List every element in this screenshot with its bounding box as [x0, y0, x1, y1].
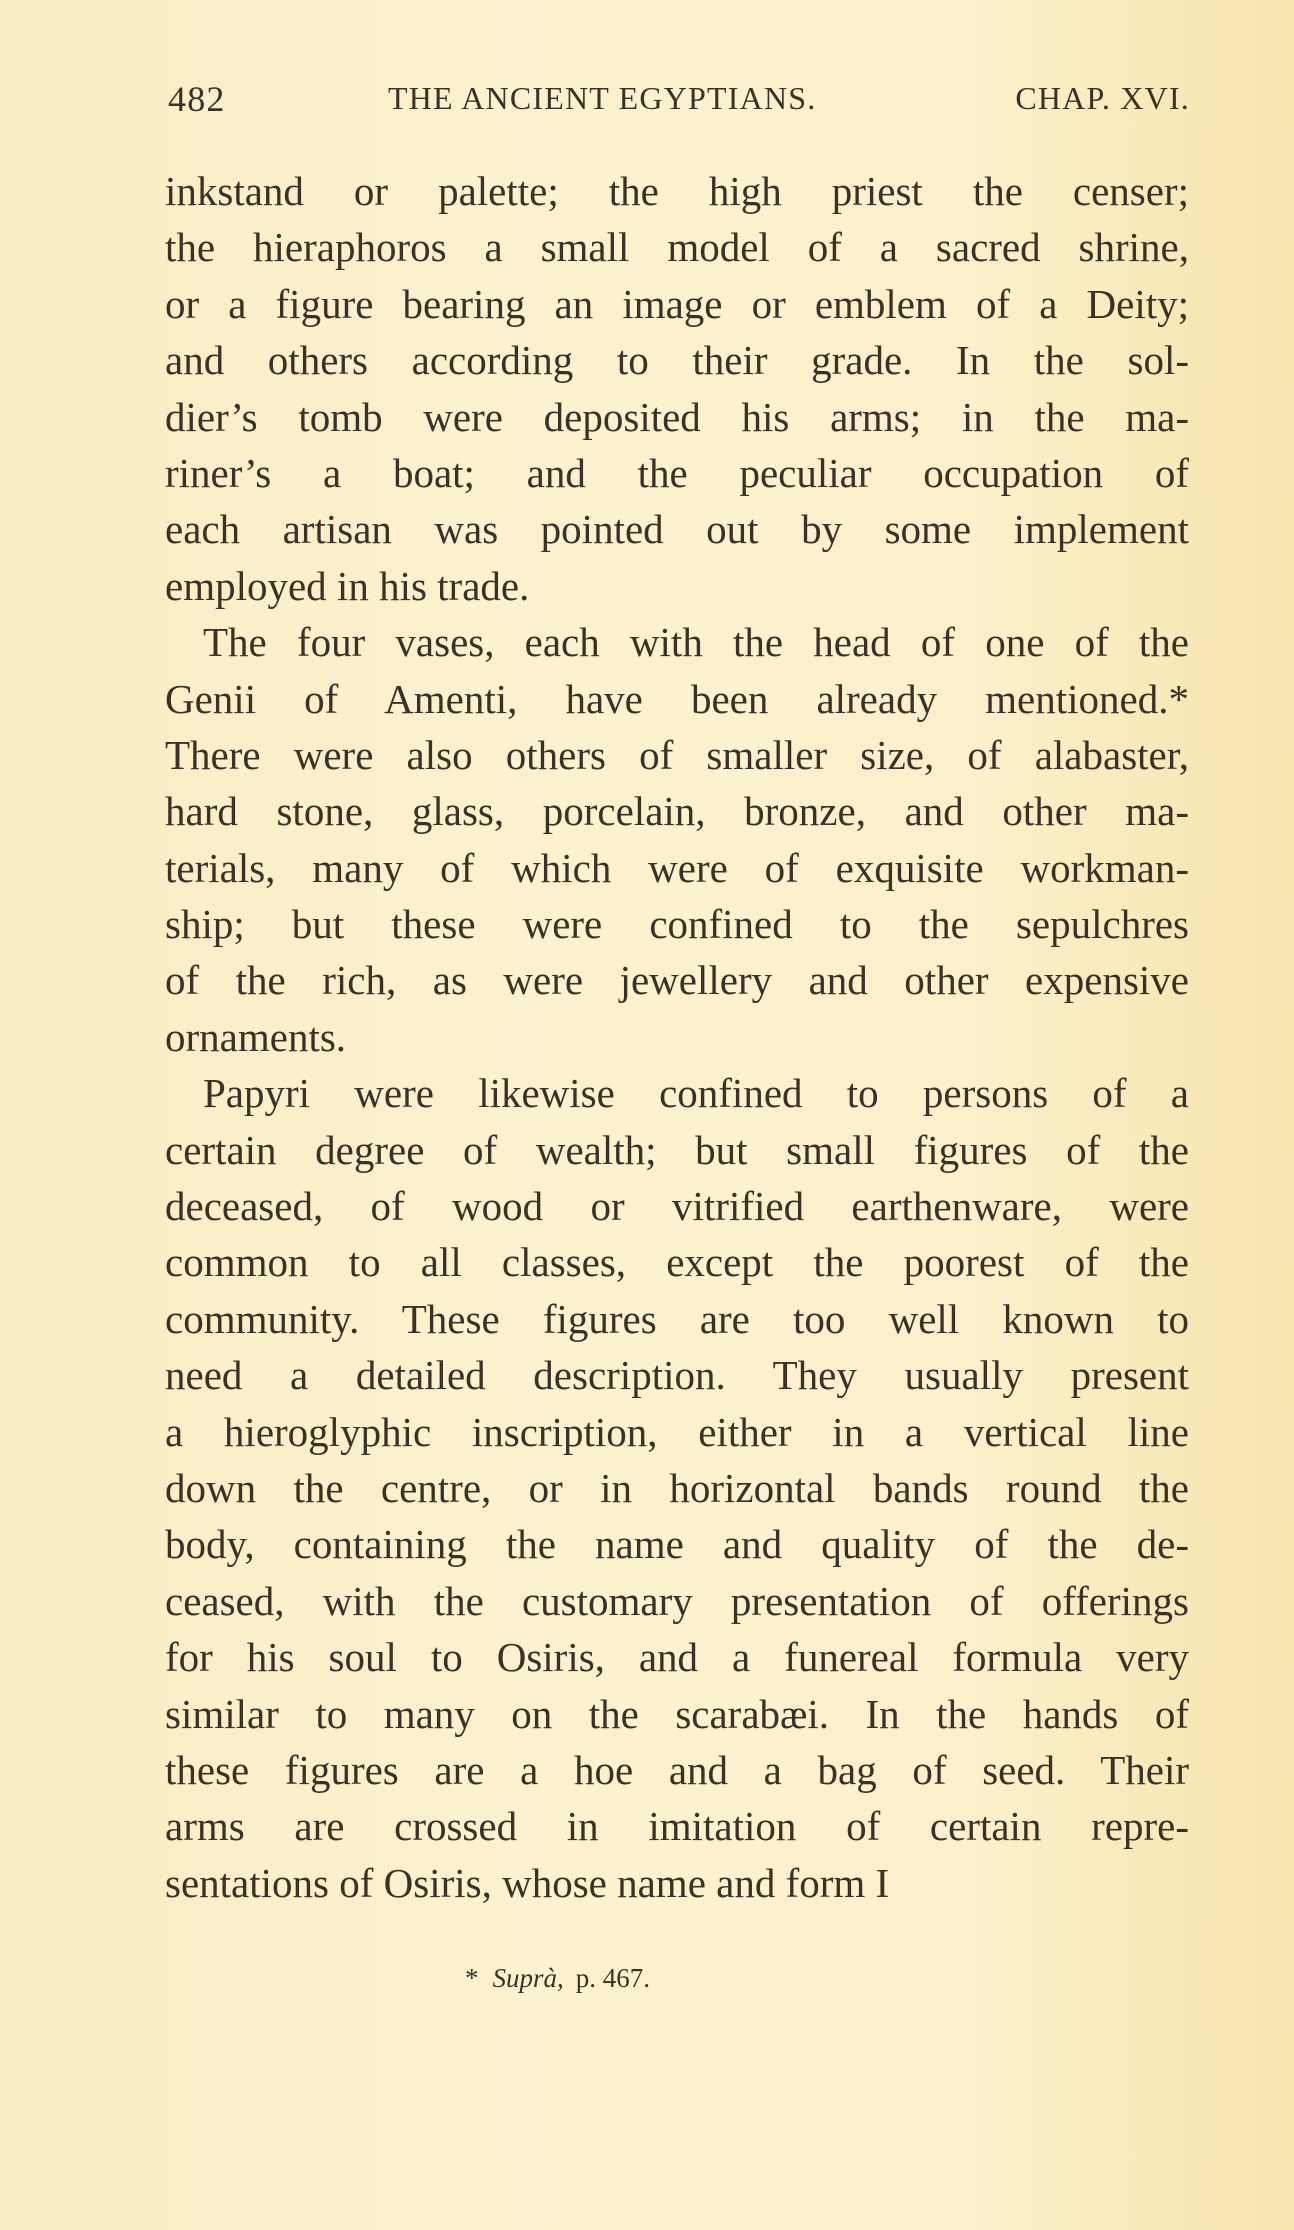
text-line: common to all classes, except the poorest of the: [165, 1239, 1189, 1286]
footnote: [465, 1963, 650, 1994]
text-line: and others according to their grade. In the sol-: [165, 337, 1189, 384]
text-line: each artisan was pointed out by some implement: [165, 506, 1189, 553]
text-line: deceased, of wood or vitrified earthenware, were: [165, 1183, 1189, 1230]
text-line: of the rich, as were jewellery and other expensive: [165, 957, 1189, 1004]
footnote-mark: *: [465, 1963, 479, 1993]
paragraph: [165, 1065, 1189, 1911]
paragraph: [165, 614, 1189, 1065]
text-line: ornaments.: [165, 1013, 347, 1060]
text-line: There were also others of smaller size, of alabaster,: [165, 731, 1189, 778]
text-line: down the centre, or in horizontal bands round the: [165, 1464, 1189, 1511]
footnote-ref: p. 467.: [575, 1963, 651, 1993]
text-line: hard stone, glass, porcelain, bronze, and other ma-: [165, 788, 1189, 835]
text-line: similar to many on the scarabæi. In the hands of: [165, 1690, 1189, 1737]
text-line: terials, many of which were of exquisite workman-: [165, 844, 1189, 891]
running-title: THE ANCIENT EGYPTIANS.: [388, 80, 817, 116]
body-text: [165, 163, 1189, 1911]
chapter-label: CHAP. XVI.: [1015, 80, 1190, 116]
text-line: employed in his trade.: [165, 562, 530, 609]
text-line: riner’s a boat; and the peculiar occupation of: [165, 449, 1189, 496]
text-line: inkstand or palette; the high priest the censer;: [165, 168, 1189, 214]
page-number: 482: [168, 79, 226, 119]
text-line: arms are crossed in imitation of certain repre-: [165, 1803, 1189, 1850]
paragraph: [165, 163, 1189, 614]
text-line: certain degree of wealth; but small figures of the: [165, 1126, 1189, 1173]
text-line: a hieroglyphic inscription, either in a vertical line: [165, 1408, 1189, 1455]
text-line: need a detailed description. They usually present: [165, 1352, 1189, 1399]
text-line: ship; but these were confined to the sepulchres: [165, 901, 1189, 948]
running-header: [168, 78, 1190, 128]
text-line: for his soul to Osiris, and a funereal formula very: [165, 1634, 1189, 1681]
footnote-italic: Suprà,: [492, 1963, 564, 1993]
text-line: the hieraphoros a small model of a sacred shrine,: [165, 224, 1189, 271]
text-line: or a figure bearing an image or emblem of a Deity;: [165, 280, 1189, 327]
text-line: dier’s tomb were deposited his arms; in the ma-: [165, 393, 1189, 440]
text-line: body, containing the name and quality of the de-: [165, 1521, 1189, 1568]
text-line: these figures are a hoe and a bag of seed. Their: [165, 1746, 1189, 1793]
text-line: sentations of Osiris, whose name and form I: [165, 1859, 890, 1906]
text-line: ceased, with the customary presentation of offerings: [165, 1577, 1189, 1624]
text-line: Papyri were likewise confined to persons of a: [203, 1070, 1189, 1117]
text-line: The four vases, each with the head of one of the: [203, 619, 1189, 666]
text-line: community. These figures are too well known to: [165, 1295, 1189, 1342]
text-line: Genii of Amenti, have been already mentioned.*: [165, 675, 1189, 722]
